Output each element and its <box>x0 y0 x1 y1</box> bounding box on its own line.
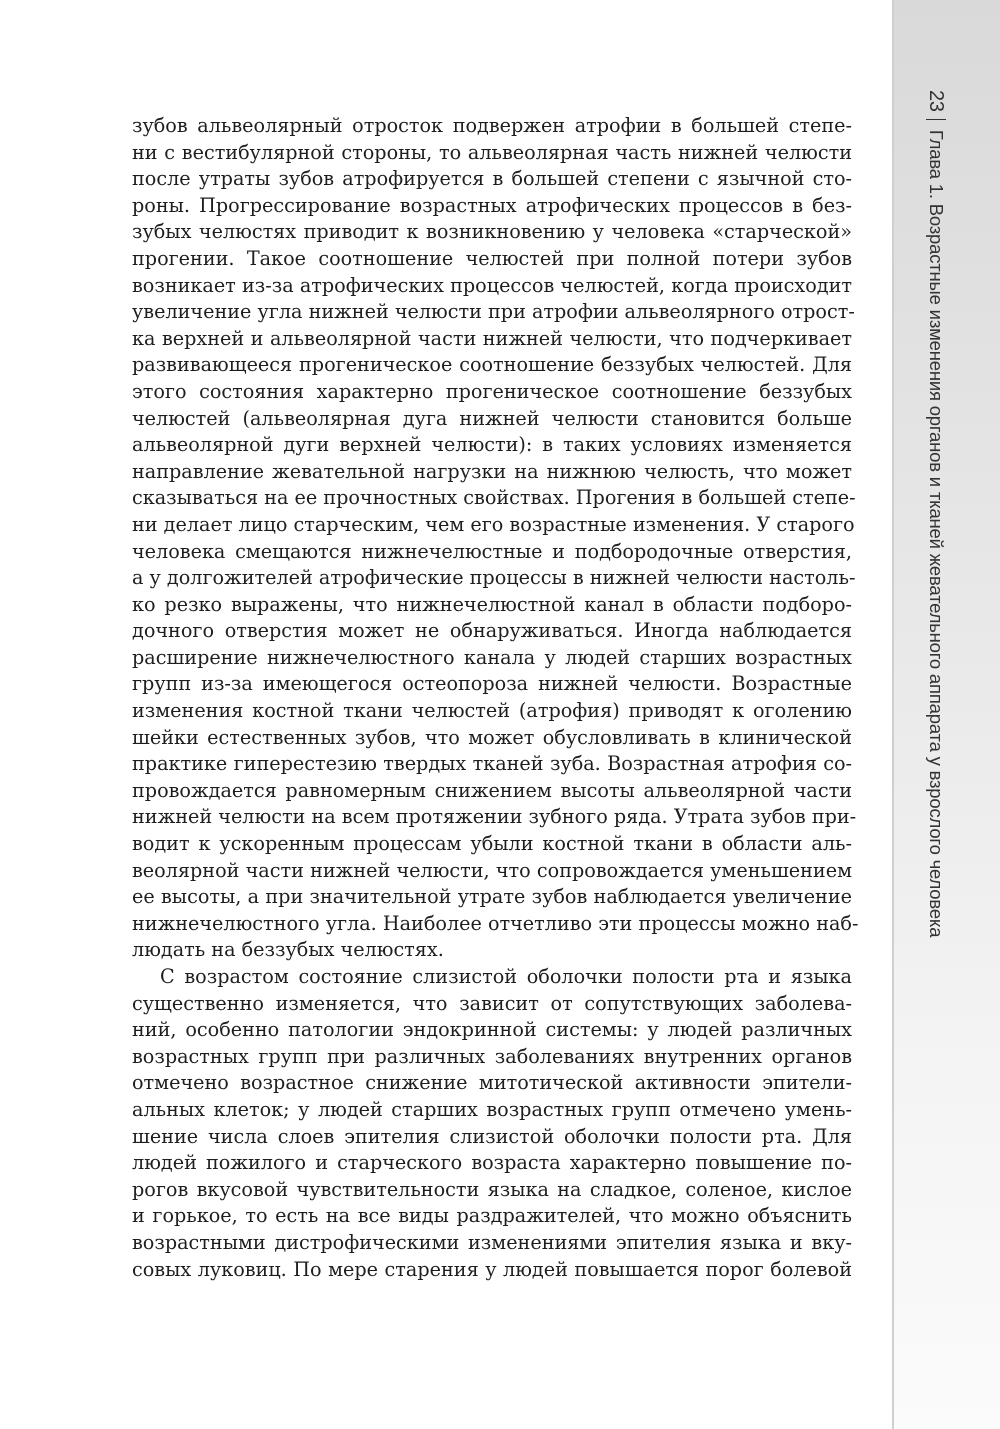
text-line: зубых челюстях приводит к возникновению у человека «старческой» <box>132 220 852 244</box>
text-line: ее высоты, а при значительной утрате зубов наблюдается увеличение <box>132 885 852 909</box>
running-head <box>920 90 952 970</box>
text-line: шение числа слоев эпителия слизистой оболочки полости рта. Для <box>132 1124 852 1148</box>
text-line: расширение нижнечелюстного канала у людей старших возрастных <box>132 645 852 669</box>
text-line: и горькое, то есть на все виды раздражителей, что можно объяснить <box>132 1204 852 1228</box>
text-line: роны. Прогрессирование возрастных атрофических процессов в без- <box>132 193 852 217</box>
text-line: шейки естественных зубов, что может обусловливать в клинической <box>132 725 852 749</box>
text-line: этого состояния характерно прогеническое соотношение беззубых <box>132 379 852 403</box>
paragraph-2 <box>132 964 852 1283</box>
text-line: людать на беззубых челюстях. <box>132 938 444 962</box>
text-line: провождается равномерным снижением высоты альвеолярной части <box>132 778 852 802</box>
text-line: ни делает лицо старческим, чем его возрастные изменения. У старого <box>132 512 855 536</box>
text-line: нижнечелюстного угла. Наиболее отчетливо эти процессы можно наб- <box>132 911 859 935</box>
text-line: рогов вкусовой чувствительности языка на сладкое, соленое, кислое <box>132 1177 852 1201</box>
text-line: дочного отверстия может не обнаруживаться. Иногда наблюдается <box>132 619 852 643</box>
text-line: существенно изменяется, что зависит от сопутствующих заболева- <box>132 991 852 1015</box>
text-line: людей пожилого и старческого возраста характерно повышение по- <box>132 1151 852 1175</box>
text-line: зубов альвеолярный отросток подвержен атрофии в большей степе- <box>132 114 852 137</box>
text-line: человека смещаются нижнечелюстные и подбородочные отверстия, <box>132 539 852 563</box>
paragraph-1 <box>132 113 859 964</box>
text-line: возникает из-за атрофических процессов челюстей, когда происходит <box>132 273 852 297</box>
chapter-title: Глава 1. Возрастные изменения органов и тканей жевательного аппарата у взрослого человека <box>926 129 947 938</box>
text-line: веолярной части нижней челюсти, что сопровождается уменьшением <box>132 858 852 882</box>
text-line: возрастных групп при различных заболеваниях внутренних органов <box>132 1044 852 1068</box>
text-line: ни с вестибулярной стороны, то альвеолярная часть нижней челюсти <box>132 140 852 164</box>
text-line: водит к ускоренным процессам убыли костной ткани в области аль- <box>132 832 852 856</box>
text-line: отмечено возрастное снижение митотической активности эпители- <box>132 1071 852 1095</box>
text-line: практике гиперестезию твердых тканей зуба. Возрастная атрофия со- <box>132 752 852 776</box>
text-line: а у долгожителей атрофические процессы в нижней челюсти настоль- <box>132 566 856 590</box>
text-line: сказываться на ее прочностных свойствах. Прогения в большей степе- <box>132 486 856 510</box>
text-line: прогении. Такое соотношение челюстей при полной потери зубов <box>132 246 852 270</box>
text-line: изменения костной ткани челюстей (атрофия) приводят к оголению <box>132 699 852 723</box>
running-head-divider <box>926 119 946 120</box>
text-line: групп из-за имеющегося остеопороза нижней челюсти. Возрастные <box>132 672 852 696</box>
text-line: возрастными дистрофическими изменениями эпителия языка и вку- <box>132 1230 852 1254</box>
text-line: челюстей (альвеолярная дуга нижней челюсти становится больше <box>132 406 852 430</box>
text-line: развивающееся прогеническое соотношение беззубых челюстей. Для <box>132 353 852 377</box>
text-line: увеличение угла нижней челюсти при атрофии альвеолярного отрост- <box>132 300 855 324</box>
text-line: альвеолярной дуги верхней челюсти): в таких условиях изменяется <box>132 433 852 457</box>
side-strip-edge <box>892 0 894 1429</box>
body-text <box>132 113 859 1283</box>
text-line: С возрастом состояние слизистой оболочки полости рта и языка <box>160 965 852 988</box>
text-line: ний, особенно патологии эндокринной системы: у людей различных <box>132 1018 852 1042</box>
text-line: совых луковиц. По мере старения у людей повышается порог болевой <box>132 1257 852 1281</box>
text-line: ко резко выражены, что нижнечелюстной канал в области подборо- <box>132 592 852 616</box>
page-number: 23 <box>925 90 948 112</box>
text-line: нижней челюсти на всем протяжении зубного ряда. Утрата зубов при- <box>132 805 857 829</box>
text-line: ка верхней и альвеолярной части нижней челюсти, что подчеркивает <box>132 326 852 350</box>
text-line: альных клеток; у людей старших возрастных групп отмечено умень- <box>132 1097 852 1121</box>
text-line: после утраты зубов атрофируется в большей степени с язычной сто- <box>132 167 852 191</box>
text-line: направление жевательной нагрузки на нижнюю челюсть, что может <box>132 459 852 483</box>
